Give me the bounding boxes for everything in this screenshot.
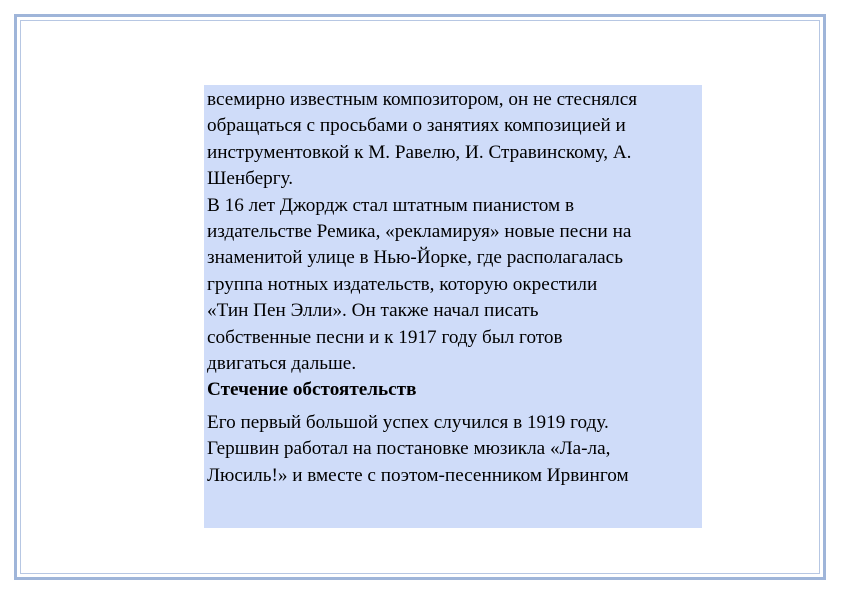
paragraph-3-line: Его первый большой успех случился в 1919 году. [207, 411, 609, 433]
paragraph-1 [207, 87, 702, 193]
paragraph-1-line: Шенбергу. [207, 168, 294, 190]
paragraph-1-line: всемирно известным композитором, он не стеснялся [207, 89, 638, 110]
paragraph-2-line: «Тин Пен Элли». Он также начал писать [207, 300, 539, 322]
paragraph-3-line: Люсиль!» и вместе с поэтом-песенником Ирвингом [207, 464, 629, 486]
text-block [204, 85, 702, 528]
paragraph-2-line: издательстве Ремика, «рекламируя» новые песни на [207, 221, 632, 243]
section-heading: Стечение обстоятельств [207, 379, 417, 401]
paragraph-2-line: знаменитой улице в Нью-Йорке, где располагалась [207, 247, 623, 269]
paragraph-2-line: В 16 лет Джордж стал штатным пианистом в [207, 194, 575, 216]
paragraph-3-line: Гершвин работал на постановке мюзикла «Ла-ла, [207, 438, 611, 460]
paragraph-3 [207, 410, 702, 489]
paragraph-1-line: обращаться с просьбами о занятиях композицией и [207, 115, 626, 137]
paragraph-2-line: двигаться дальше. [207, 353, 357, 375]
paragraph-1-line: инструментовкой к М. Равелю, И. Стравинскому, А. [207, 141, 632, 163]
paragraph-2-line: собственные песни и к 1917 году был готов [207, 326, 563, 348]
paragraph-2 [207, 193, 702, 378]
paragraph-2-line: группа нотных издательств, которую окрестили [207, 273, 598, 295]
